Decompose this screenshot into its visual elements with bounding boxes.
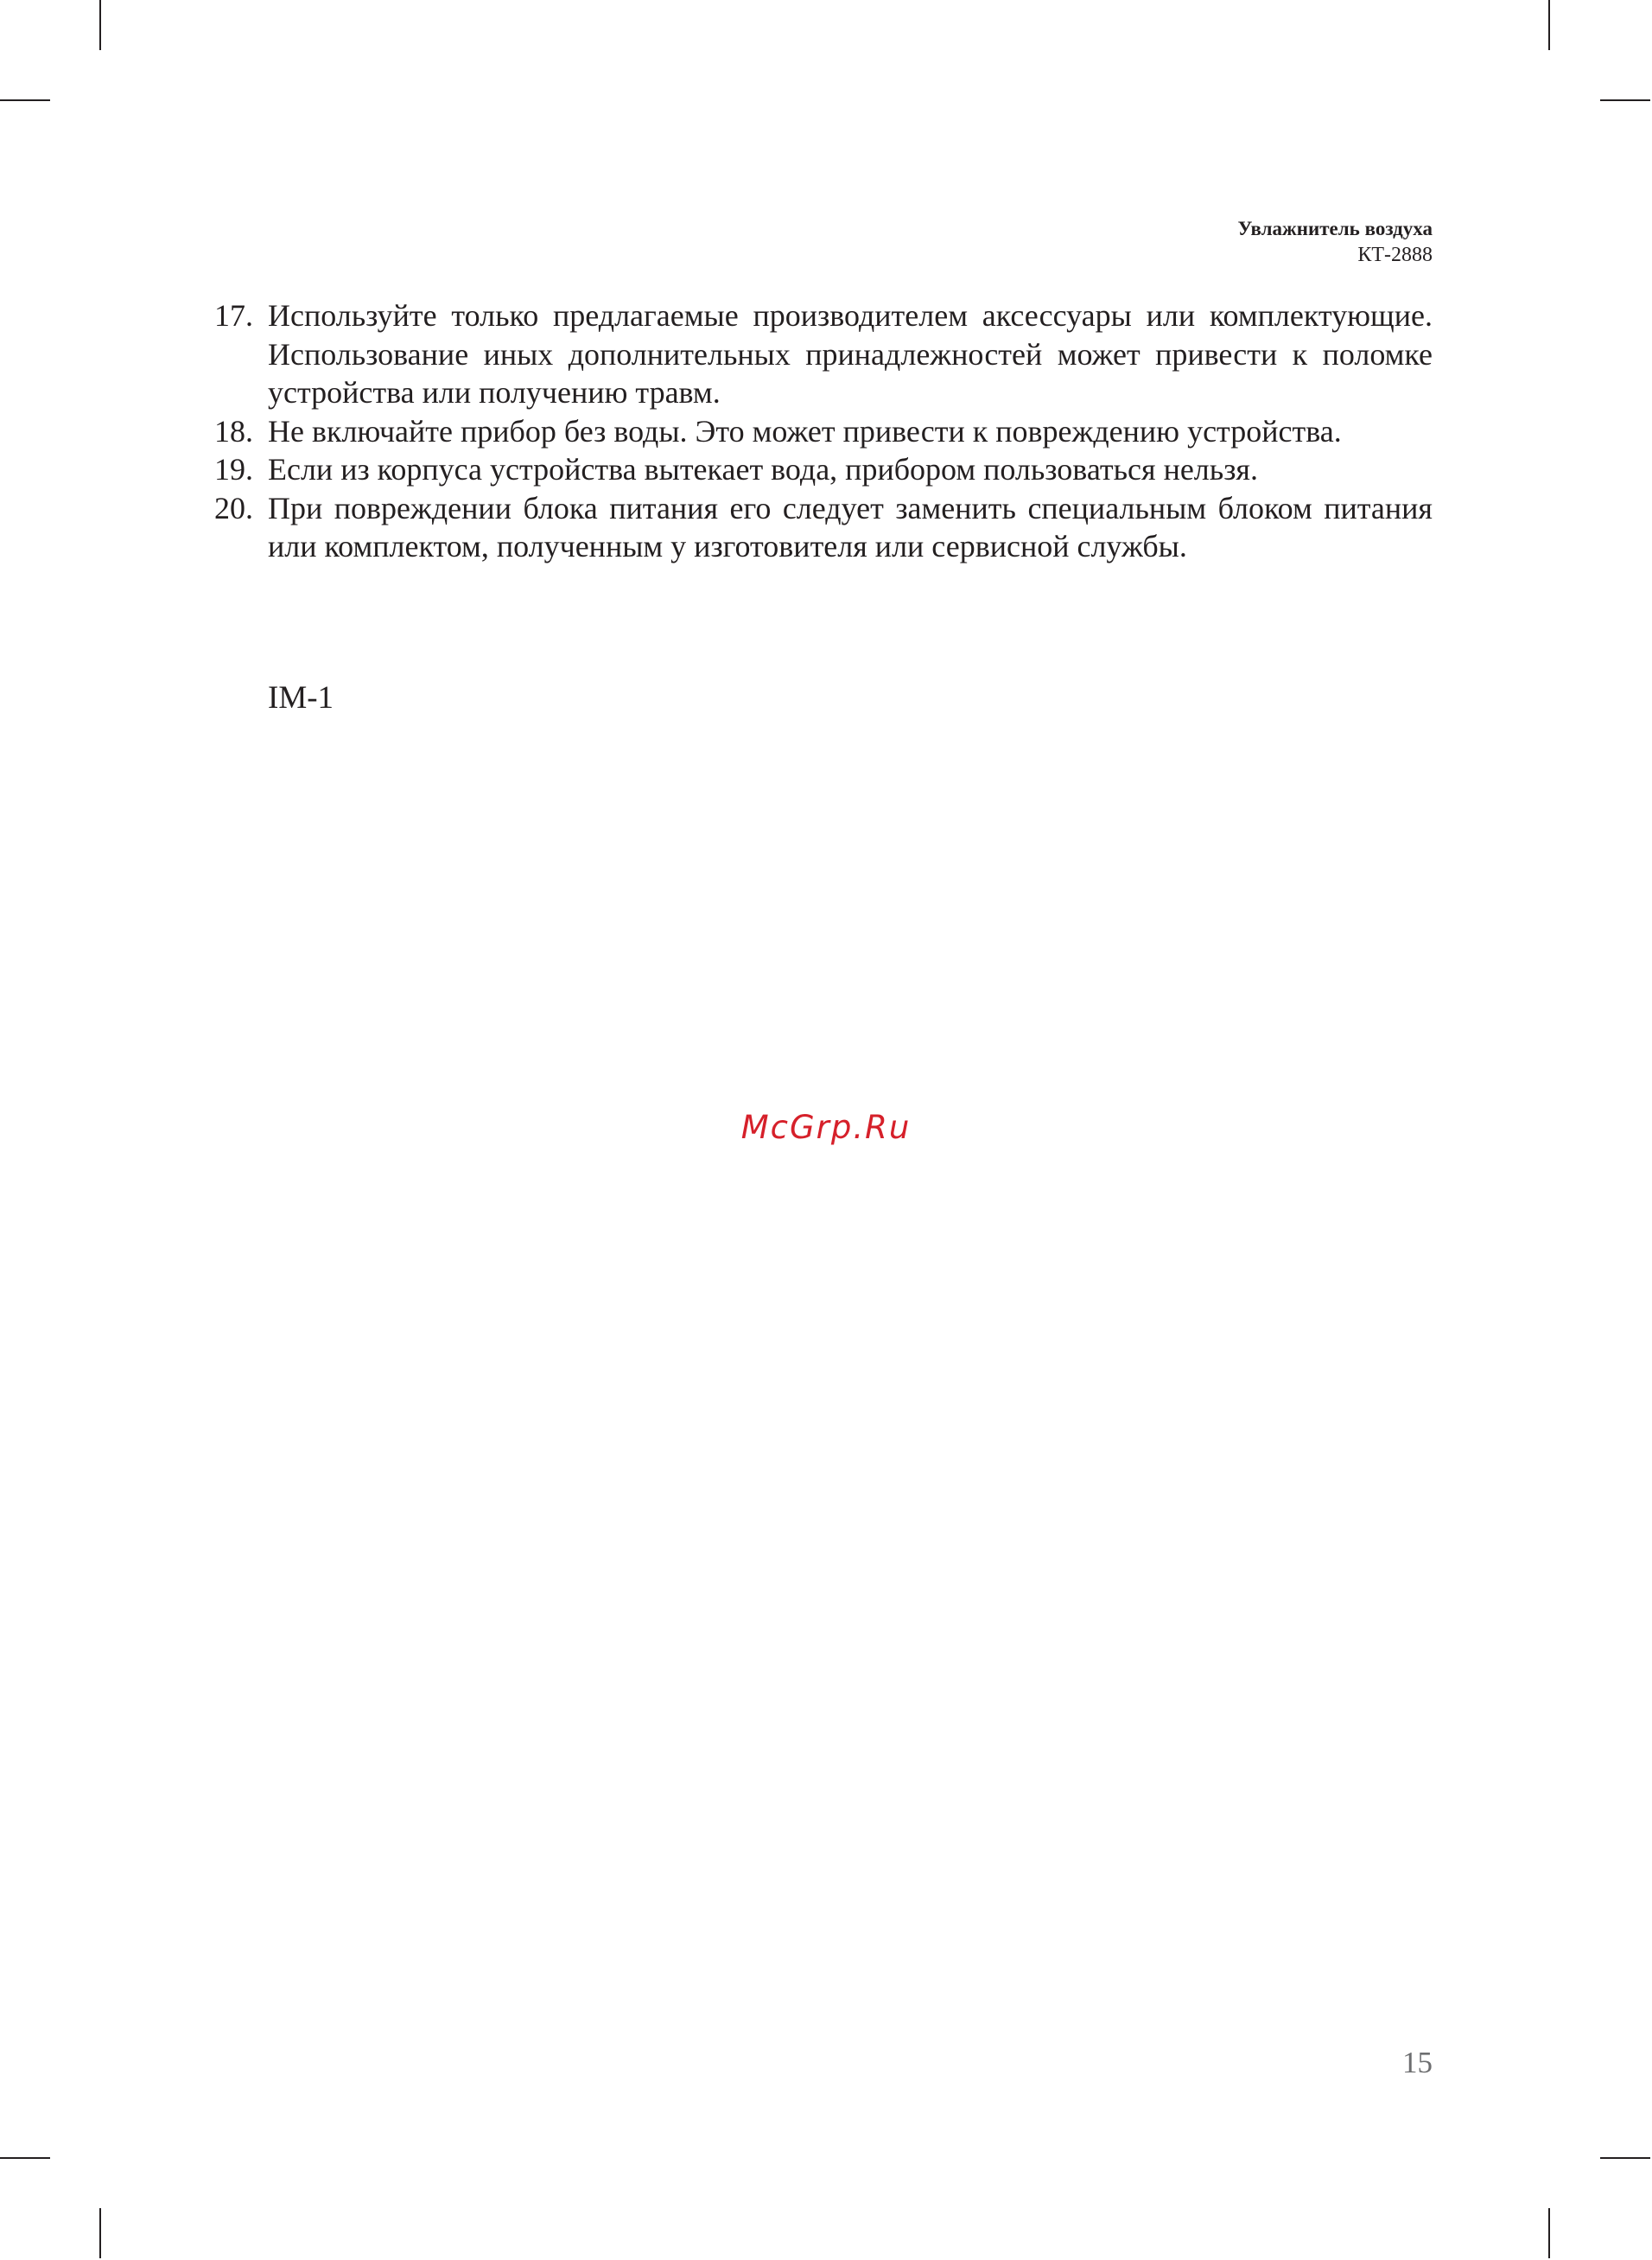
list-item-number: 17. [214, 298, 253, 333]
list-item-number: 20. [214, 490, 253, 525]
watermark: McGrp.Ru [740, 1109, 912, 1146]
header-model: КТ-2888 [1357, 244, 1433, 266]
crop-mark [99, 0, 101, 50]
crop-mark [1548, 2208, 1550, 2258]
list-item [214, 450, 1433, 489]
list-item [214, 296, 1433, 412]
crop-mark [1600, 2157, 1650, 2159]
list-item [214, 489, 1433, 566]
crop-mark [0, 2157, 50, 2159]
crop-mark [1548, 0, 1550, 50]
list-item-text: Не включайте прибор без воды. Это может привести к повреждению устройства. [268, 413, 1342, 449]
list-item [214, 412, 1433, 451]
header-title: Увлажнитель воздуха [1237, 218, 1433, 239]
page-number: 15 [1402, 2046, 1433, 2079]
list-item-text: Если из корпуса устройства вытекает вода, прибором пользоваться нельзя. [268, 452, 1258, 487]
im-label: IM-1 [268, 680, 334, 716]
running-header [1238, 216, 1433, 268]
list-item-text: Используйте только предлагаемые производителем аксессуары или комплектующие. Использование иных дополнительных принадлежностей может привести к поломке устройства или получению травм. [268, 298, 1433, 410]
list-item-number: 19. [214, 452, 253, 487]
crop-mark [1600, 99, 1650, 101]
safety-instructions-list [214, 296, 1433, 566]
crop-mark [99, 2208, 101, 2258]
list-item-number: 18. [214, 413, 253, 449]
crop-mark [0, 99, 50, 101]
list-item-text: При повреждении блока питания его следует заменить специальным блоком питания или комплектом, полученным у изготовителя или сервисной службы. [268, 490, 1433, 563]
